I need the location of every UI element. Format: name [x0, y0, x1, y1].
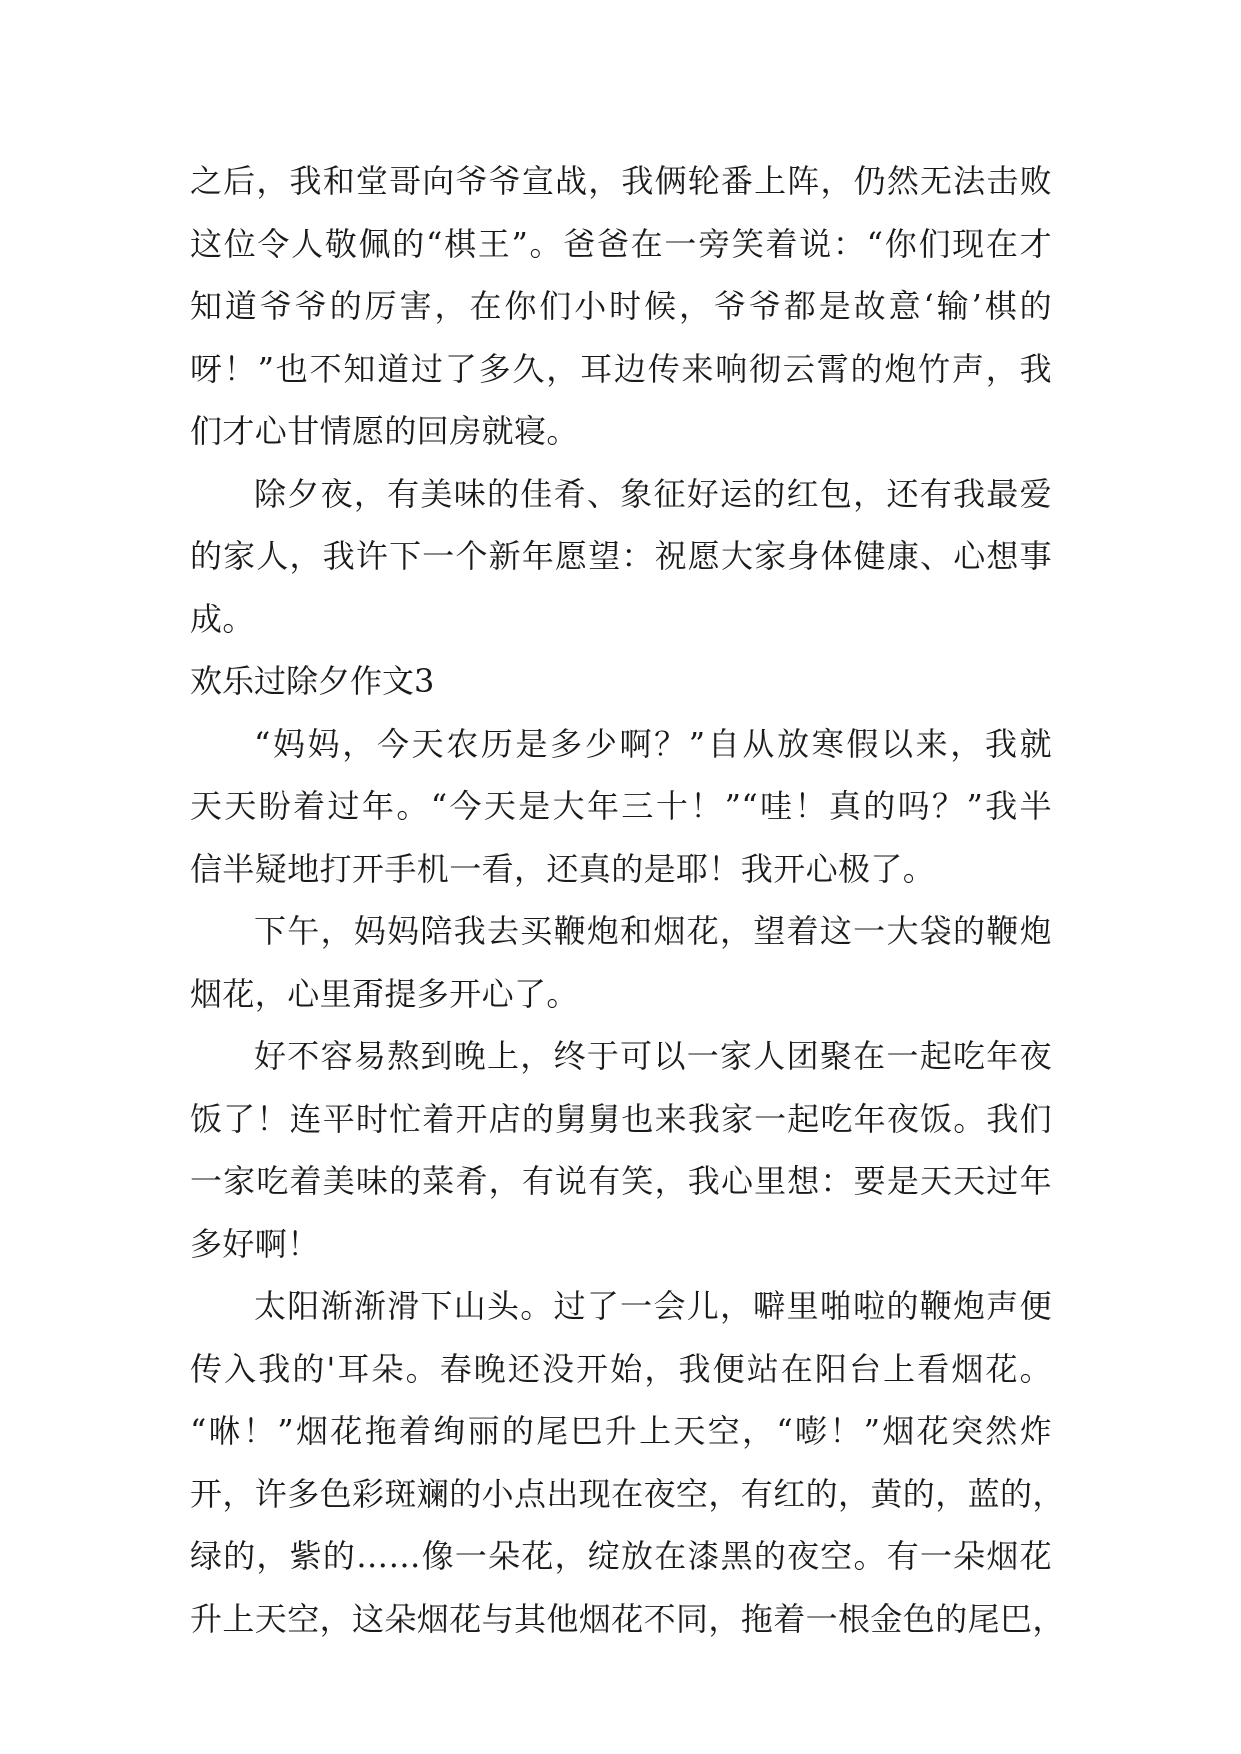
text-line: 绿的，紫的……像一朵花，绽放在漆黑的夜空。有一朵烟花	[190, 1537, 1052, 1575]
text-line: 成。	[190, 599, 255, 638]
text-line: 天天盼着过年。“今天是大年三十！”“哇！真的吗？”我半	[190, 787, 1052, 825]
text-line: 这位令人敬佩的“棋王”。爸爸在一旁笑着说：“你们现在才	[190, 224, 1052, 263]
text-line: 们才心甘情愿的回房就寝。	[190, 412, 579, 450]
essay-body	[190, 150, 1065, 1650]
text-line: 升上天空，这朵烟花与其他烟花不同，拖着一根金色的尾巴，	[190, 1599, 1065, 1638]
text-line: 开，许多色彩斑斓的小点出现在夜空，有红的，黄的，蓝的，	[190, 1474, 1065, 1513]
text-line: 烟花，心里甭提多开心了。	[190, 974, 579, 1013]
essay-heading: 欢乐过除夕作文3	[190, 662, 435, 700]
paragraph-first-line: 除夕夜，有美味的佳肴、象征好运的红包，还有我最爱	[254, 474, 1052, 513]
paragraph-first-line: 太阳渐渐滑下山头。过了一会儿，噼里啪啦的鞭炮声便	[254, 1287, 1052, 1325]
paragraph-first-line: “妈妈，今天农历是多少啊？”自从放寒假以来，我就	[254, 724, 1052, 763]
text-line: “咻！”烟花拖着绚丽的尾巴升上天空，“嘭！”烟花突然炸	[190, 1412, 1052, 1450]
text-line: 多好啊！	[190, 1224, 320, 1263]
text-line: 的家人，我许下一个新年愿望：祝愿大家身体健康、心想事	[190, 537, 1052, 575]
text-line: 信半疑地打开手机一看，还真的是耶！我开心极了。	[190, 849, 936, 888]
text-line: 呀！”也不知道过了多久，耳边传来响彻云霄的炮竹声，我	[190, 349, 1052, 388]
text-line: 一家吃着美味的菜肴，有说有笑，我心里想：要是天天过年	[190, 1162, 1052, 1200]
paragraph-first-line: 好不容易熬到晚上，终于可以一家人团聚在一起吃年夜	[254, 1037, 1052, 1075]
paragraph-first-line: 下午，妈妈陪我去买鞭炮和烟花，望着这一大袋的鞭炮	[254, 912, 1052, 950]
text-line: 传入我的'耳朵。春晚还没开始，我便站在阳台上看烟花。	[190, 1349, 1052, 1388]
text-line: 之后，我和堂哥向爷爷宣战，我俩轮番上阵，仍然无法击败	[190, 162, 1052, 200]
text-line: 知道爷爷的厉害，在你们小时候，爷爷都是故意‘输’棋的	[190, 287, 1052, 325]
text-line: 饭了！连平时忙着开店的舅舅也来我家一起吃年夜饭。我们	[190, 1099, 1052, 1138]
